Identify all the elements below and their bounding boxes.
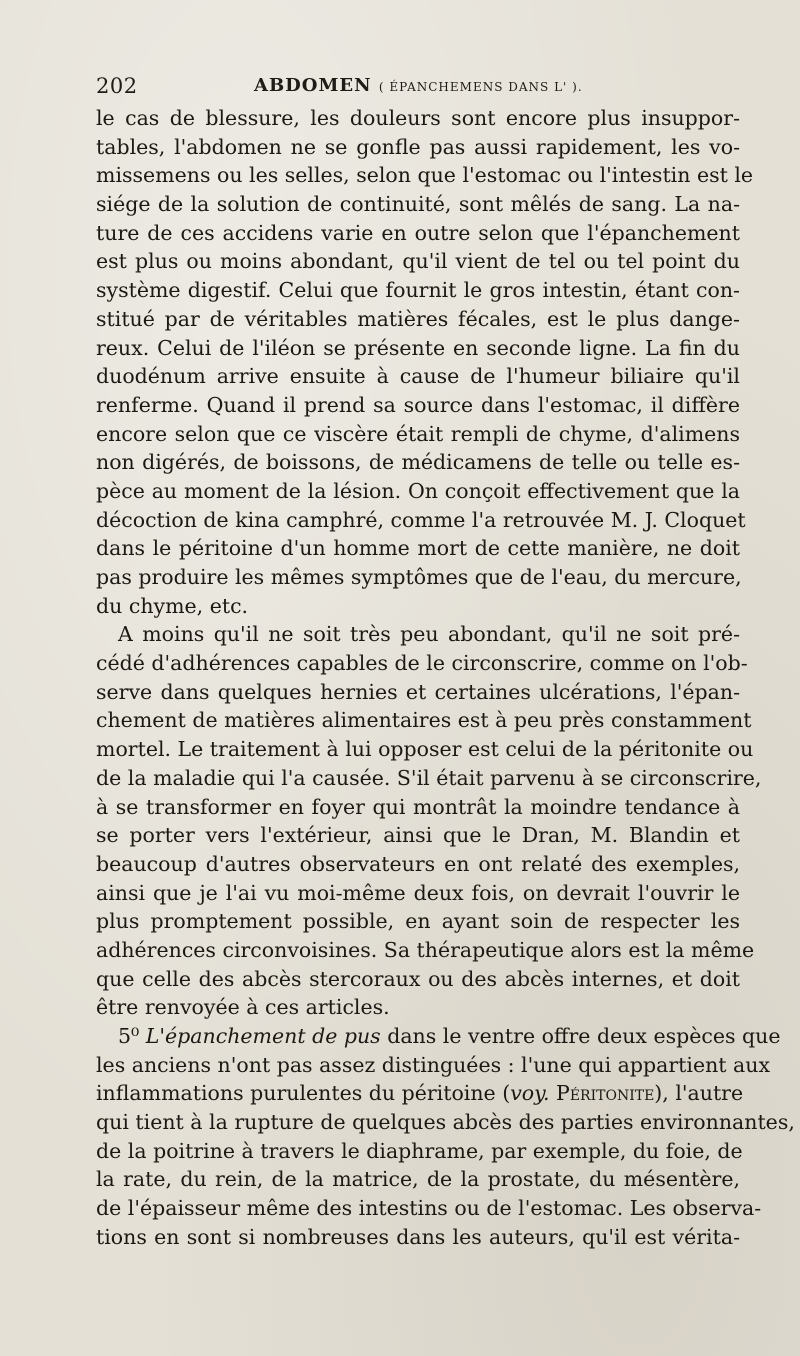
text-line: chement de matières alimentaires est à peu près constamment [96,708,752,733]
text-line: de l'épaisseur même des intestins ou de l'estomac. Les observa- [96,1196,762,1221]
text-line: ture de ces accidens varie en outre selon que l'épanchement [96,220,740,245]
text-line: pas produire les mêmes symptômes que de l'eau, du mercure, [96,565,742,589]
text-line: encore selon que ce viscère était rempli de chyme, d'alimens [96,421,740,446]
running-header [96,72,736,102]
text-line: est plus ou moins abondant, qu'il vient de tel ou tel point du [96,249,740,274]
text-line: du chyme, etc. [96,593,249,618]
running-title [254,75,583,96]
text-line: beaucoup d'autres observateurs en ont relaté des exemples, [96,851,740,876]
text-line: de la poitrine à travers le diaphrame, par exemple, du foie, de [96,1138,743,1163]
text-line: tables, l'abdomen ne se gonfle pas aussi rapidement, les vo- [96,134,740,159]
text-line: mortel. Le traitement à lui opposer est celui de la péritonite ou [96,737,754,762]
text-line: que celle des abcès stercoraux ou des abcès internes, et doit [96,966,740,991]
text-line: décoction de kina camphré, comme l'a retrouvée M. J. Cloquet [96,507,746,532]
text-line: dans le péritoine d'un homme mort de cette manière, ne doit [96,536,740,561]
text-line: siége de la solution de continuité, sont mêlés de sang. La na- [96,192,740,217]
text-fragment: inflammations purulentes du péritoine ( [96,1081,511,1106]
text-fragment: dans le ventre offre deux espèces que [380,1024,781,1048]
section-number: 5⁰ [118,1024,140,1048]
text-line: duodénum arrive ensuite à cause de l'humeur biliaire qu'il [96,364,740,389]
voy-abbreviation: voy. [510,1081,550,1106]
body-text [96,104,795,1252]
text-line: ainsi que je l'ai vu moi-même deux fois, on devrait l'ouvrir le [96,880,740,905]
text-line: adhérences circonvoisines. Sa thérapeutique alors est la même [96,937,755,962]
text-line: plus promptement possible, en ayant soin de respecter les [96,909,740,934]
text-line: non digérés, de boissons, de médicamens de telle ou telle es- [96,450,740,475]
text-line: se porter vers l'extérieur, ainsi que le Dran, M. Blandin et [96,823,740,848]
text-line: les anciens n'ont pas assez distinguées : l'une qui appartient aux [96,1052,771,1077]
text-line: cédé d'adhérences capables de le circonscrire, comme on l'ob- [96,651,748,676]
text-line: de la maladie qui l'a causée. S'il était parvenu à se circonscrire, [96,765,762,790]
running-title-subtitle: ( ÉPANCHEMENS DANS L' ). [378,80,583,94]
text-line-rich [96,1079,744,1108]
text-line: le cas de blessure, les douleurs sont encore plus insuppor- [96,106,740,130]
text-line: reux. Celui de l'iléon se présente en seconde ligne. La fin du [96,335,740,360]
text-line: qui tient à la rupture de quelques abcès des parties environnantes, [96,1110,795,1135]
cross-reference: Péritonite [556,1081,655,1106]
text-line: la rate, du rein, de la matrice, de la prostate, du mésentère, [96,1167,740,1192]
text-line: pèce au moment de la lésion. On conçoit effectivement que la [96,478,740,503]
running-title-main: ABDOMEN [254,75,372,96]
text-line: système digestif. Celui que fournit le gros intestin, étant con- [96,278,740,303]
text-line: être renvoyée à ces articles. [96,995,390,1020]
text-line: tions en sont si nombreuses dans les auteurs, qu'il est vérita- [96,1224,740,1249]
text-line: à se transformer en foyer qui montrât la moindre tendance à [96,794,740,819]
section-title: L'épanchement de pus [145,1024,381,1048]
text-line: missemens ou les selles, selon que l'estomac ou l'intestin est le [96,163,754,188]
text-line-rich [96,1022,781,1051]
text-line: stitué par de véritables matières fécales, est le plus dange- [96,306,740,331]
page-number: 202 [96,74,138,98]
text-line: A moins qu'il ne soit très peu abondant, qu'il ne soit pré- [118,622,740,647]
text-fragment: ), l'autre [654,1081,744,1106]
text-line: renferme. Quand il prend sa source dans l'estomac, il diffère [96,392,740,417]
text-line: serve dans quelques hernies et certaines ulcérations, l'épan- [96,679,740,704]
